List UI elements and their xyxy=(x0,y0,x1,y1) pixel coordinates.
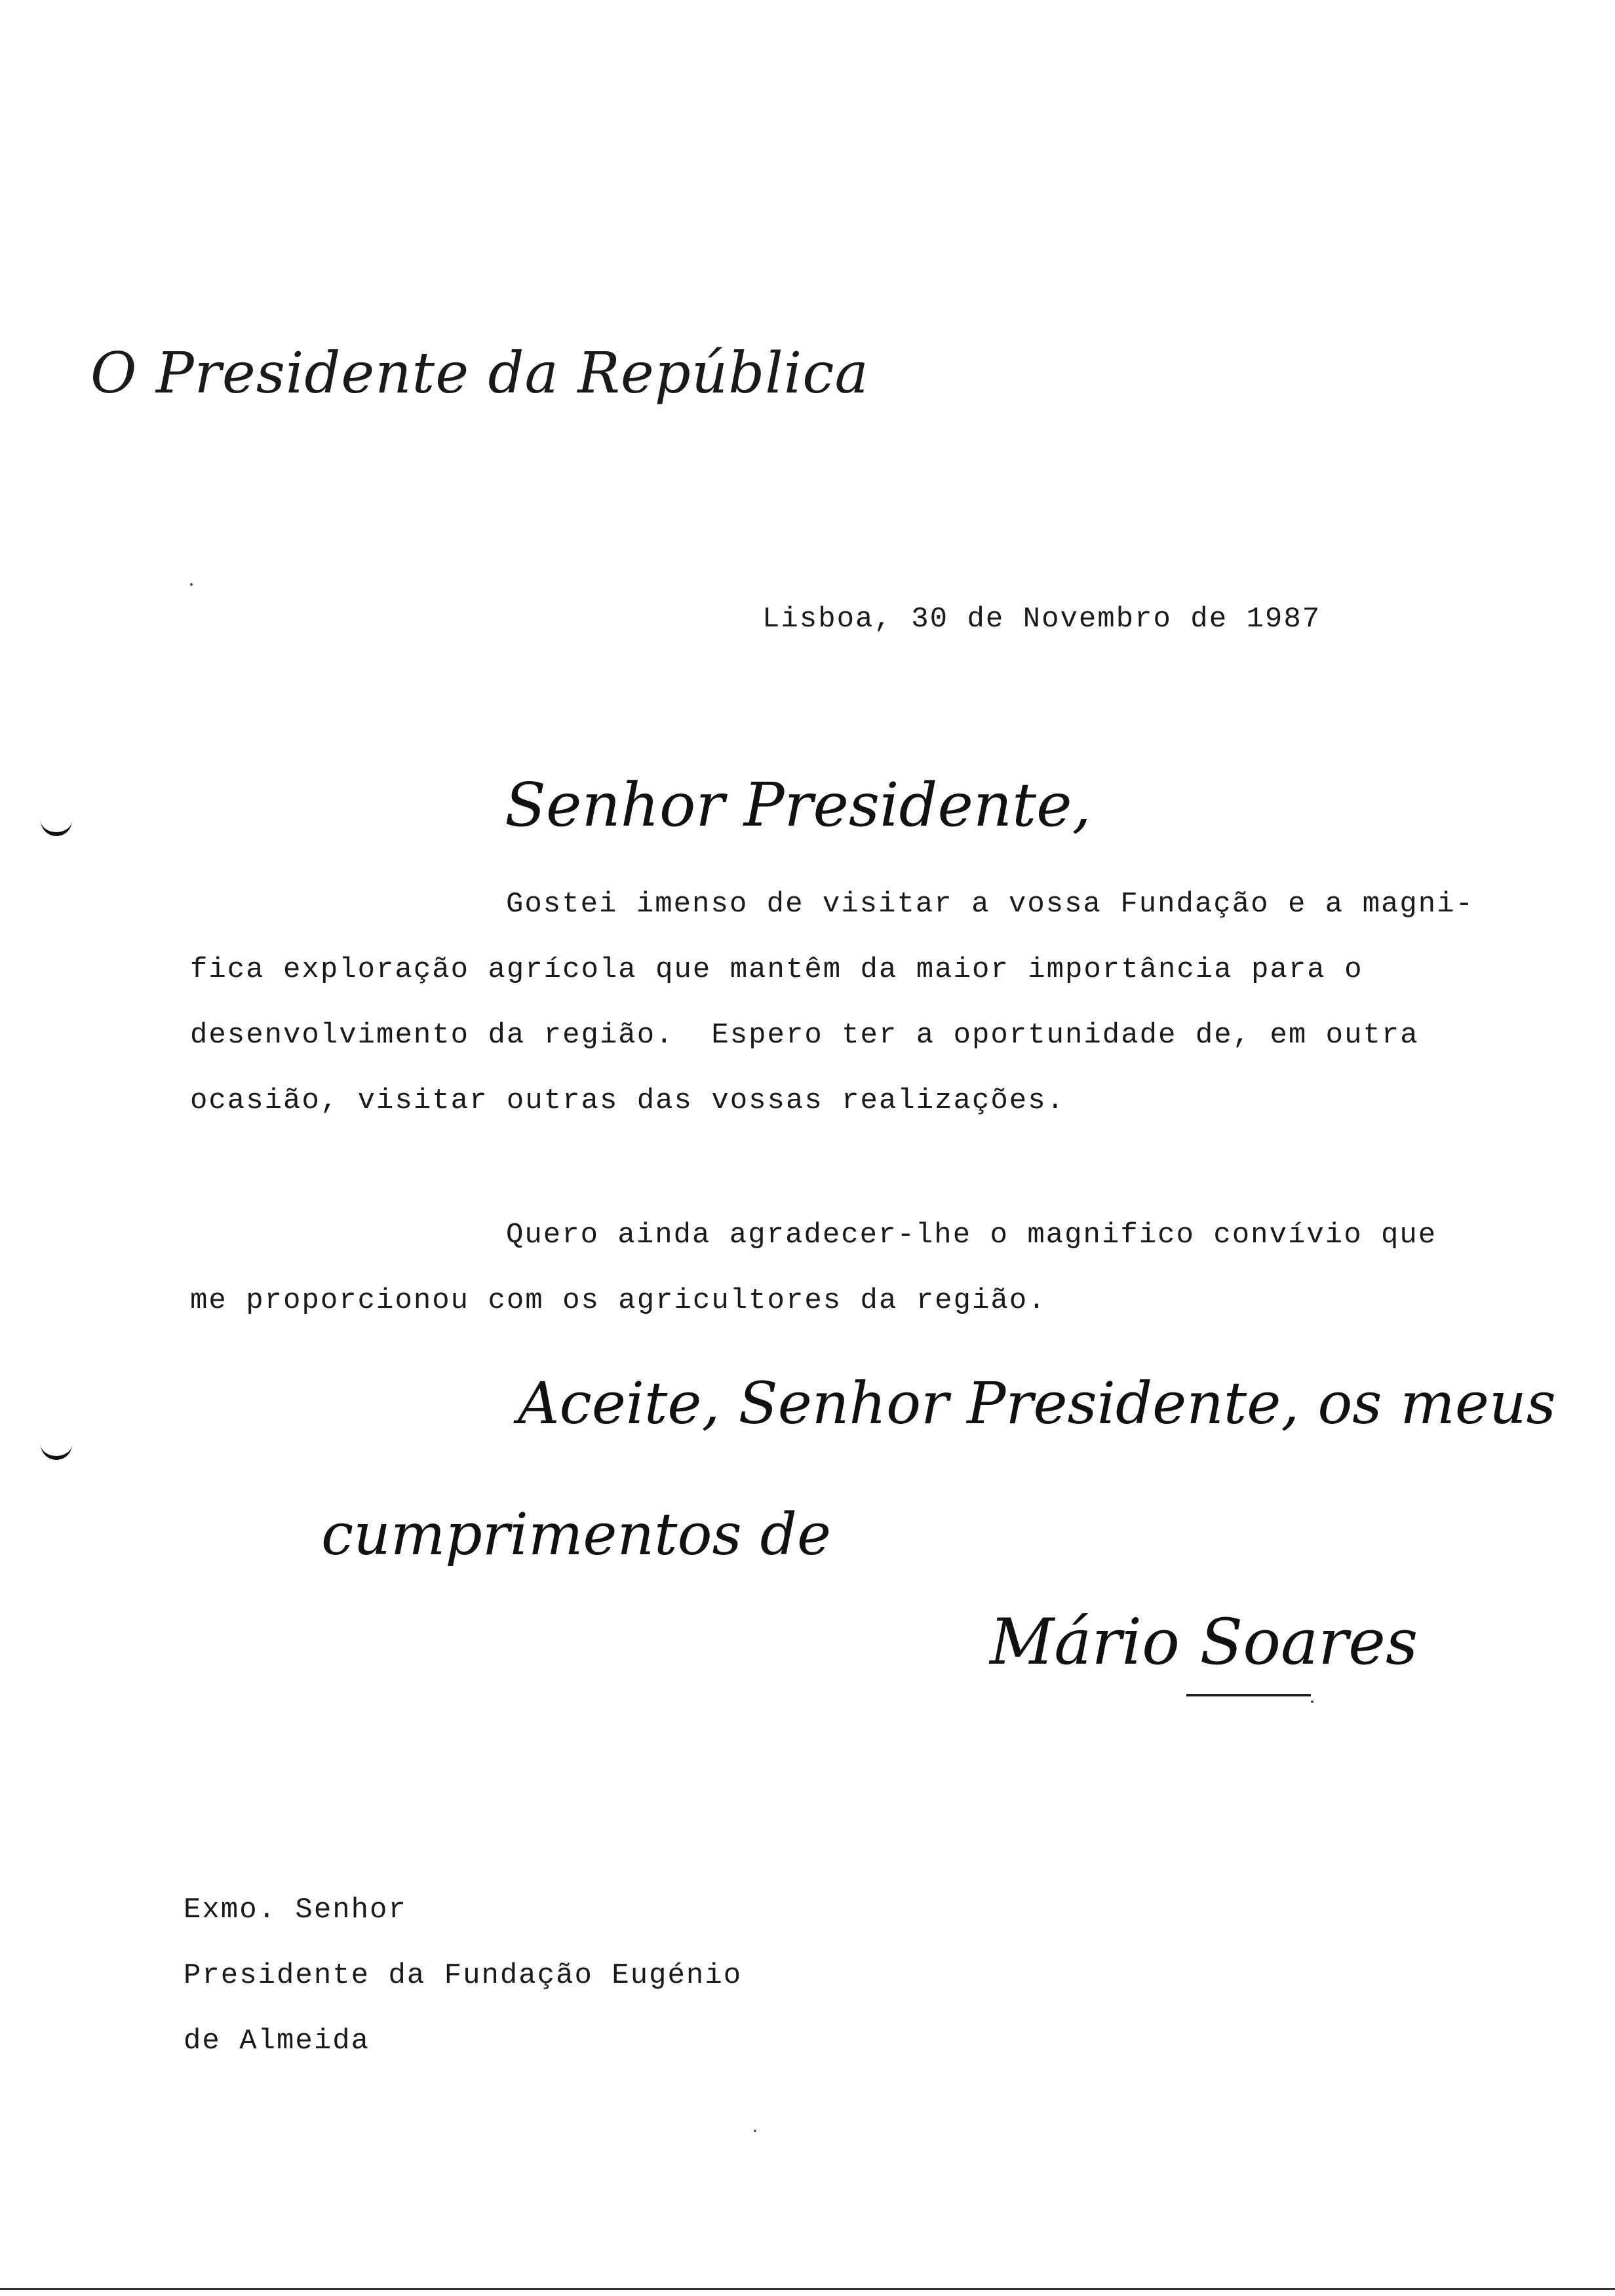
salutation: Senhor Presidente, xyxy=(505,770,1091,840)
signature-dot xyxy=(1311,1700,1313,1703)
closing-line-2: cumprimentos de xyxy=(321,1501,832,1568)
signature-underline xyxy=(1186,1694,1311,1696)
scan-edge-line xyxy=(0,2288,1615,2290)
margin-tick-top xyxy=(41,818,72,836)
body-line: me proporcionou com os agricultores da região. xyxy=(190,1284,1047,1317)
addressee-line-3: de Almeida xyxy=(184,2025,370,2057)
margin-tick-bottom xyxy=(41,1442,72,1460)
body-line: Gostei imenso de visitar a vossa Fundação e a magni- xyxy=(506,888,1475,921)
addressee-line-2: Presidente da Fundação Eugénio xyxy=(184,1959,743,1992)
signature: Mário Soares xyxy=(990,1605,1418,1679)
body-line: Quero ainda agradecer-lhe o magnifico convívio que xyxy=(506,1219,1437,1252)
stray-dot-upper xyxy=(190,583,193,586)
date-line: Lisboa, 30 de Novembro de 1987 xyxy=(762,603,1321,636)
body-line: desenvolvimento da região. Espero ter a oportunidade de, em outra xyxy=(190,1019,1419,1052)
addressee-line-1: Exmo. Senhor xyxy=(184,1894,407,1926)
body-line: ocasião, visitar outras das vossas realizações. xyxy=(190,1084,1066,1117)
stray-dot-lower xyxy=(754,2130,756,2132)
letterhead-title: O Presidente da República xyxy=(90,341,869,406)
closing-line-1: Aceite, Senhor Presidente, os meus xyxy=(518,1369,1556,1437)
body-line: fica exploração agrícola que mantêm da maior importância para o xyxy=(190,953,1363,986)
